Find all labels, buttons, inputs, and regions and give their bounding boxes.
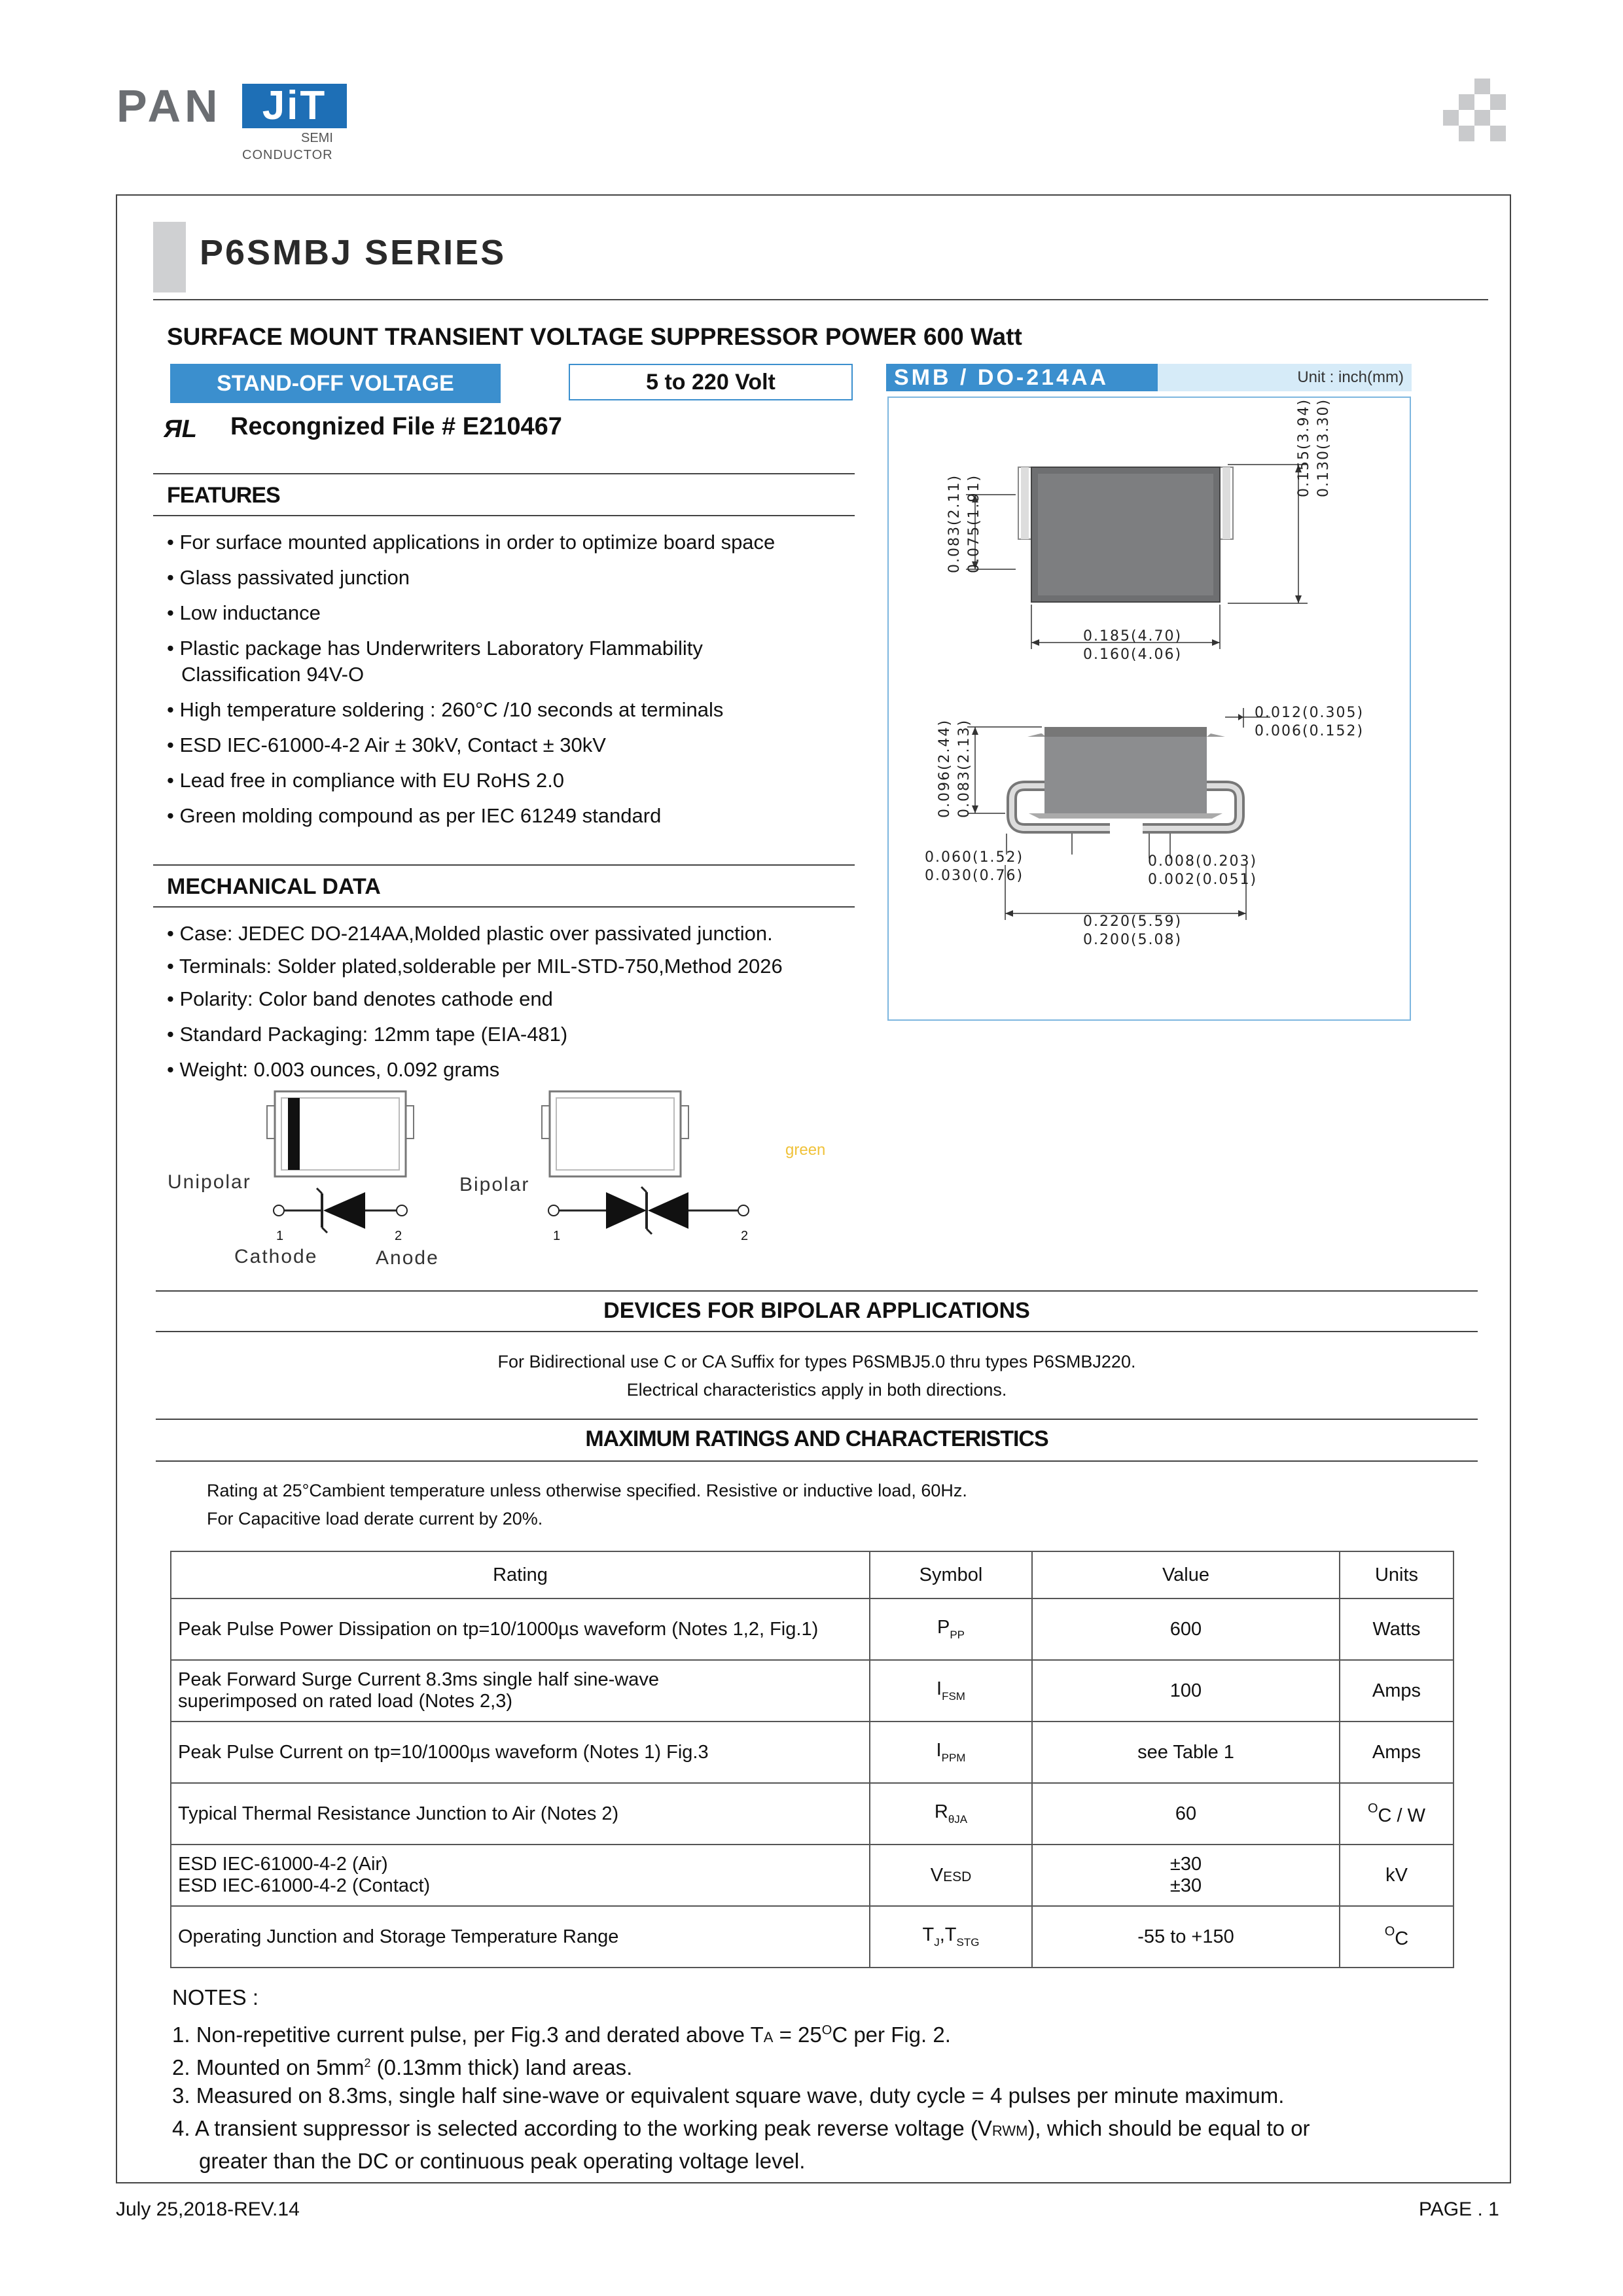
symbol-cell (870, 1598, 1032, 1660)
table-row (171, 1660, 1454, 1722)
units-main: C (1395, 1928, 1409, 1949)
dim-lead-min: 0.075(1.91) (966, 474, 982, 573)
value-cell: -55 to +150 (1032, 1906, 1340, 1968)
features-rule-top (153, 473, 855, 474)
symbol-cell (870, 1906, 1032, 1968)
value-cell: 60 (1032, 1783, 1340, 1845)
symbol-sub: ESD (943, 1869, 972, 1884)
rating-cell: Operating Junction and Storage Temperature Range (171, 1906, 870, 1968)
bipolar-heading: DEVICES FOR BIPOLAR APPLICATIONS (603, 1298, 1030, 1323)
logo-pan-text: PAN (116, 80, 222, 132)
note-4-text-b: ), which should be equal to or (1027, 2116, 1310, 2140)
rating-cell: Typical Thermal Resistance Junction to Air (Notes 2) (171, 1783, 870, 1845)
note-2-text-b: (0.13mm thick) land areas. (370, 2055, 633, 2079)
note-2-text: 2. Mounted on 5mm (172, 2055, 365, 2079)
note-1-text: 1. Non-repetitive current pulse, per Fig.3 and derated above T (172, 2022, 764, 2047)
standoff-label: STAND-OFF VOLTAGE (170, 364, 501, 403)
dim-thickness-min: 0.006(0.152) (1255, 723, 1364, 739)
max-ratings-heading: MAXIMUM RATINGS AND CHARACTERISTICS (585, 1426, 1048, 1451)
ul-logo-icon (164, 414, 198, 449)
units-cell: Amps (1340, 1660, 1454, 1722)
green-watermark: green (785, 1141, 826, 1159)
mech-item: • Standard Packaging: 12mm tape (EIA-481) (167, 1023, 568, 1046)
bipolar-text-2: Electrical characteristics apply in both directions. (626, 1380, 1007, 1400)
symbol-sub: J (934, 1936, 940, 1949)
symbol-main: I (936, 1740, 942, 1761)
table-header-row (171, 1551, 1454, 1598)
value-line-1: ±30 (1169, 1854, 1202, 1875)
rating-cell: Peak Pulse Current on tp=10/1000µs waveform (Notes 1) Fig.3 (171, 1722, 870, 1783)
standoff-value: 5 to 220 Volt (569, 364, 853, 400)
features-heading: FEATURES (167, 483, 280, 508)
cathode-label: Cathode (234, 1246, 318, 1267)
symbol-sub: PPM (941, 1752, 966, 1764)
value-cell: 100 (1032, 1660, 1340, 1722)
symbol-sub-2: STG (956, 1936, 980, 1949)
max-rule-bottom (156, 1460, 1478, 1462)
package-heading: SMB / DO-214AA (886, 364, 1158, 391)
dim-side-min: 0.083(2.13) (956, 718, 972, 818)
value-line-2: ±30 (1169, 1875, 1202, 1896)
note-3: 3. Measured on 8.3ms, single half sine-wave or equivalent square wave, duty cycle = 4 pulses per minute maximum. (172, 2083, 1285, 2108)
mech-item: • Weight: 0.003 ounces, 0.092 grams (167, 1058, 500, 1081)
page-title: P6SMBJ SERIES (200, 233, 507, 272)
symbol-mid: ,T (939, 1924, 957, 1945)
mech-rule-top (153, 864, 855, 866)
units-sup: O (1367, 1801, 1378, 1816)
logo-semi-text: SEMI (301, 131, 333, 145)
unipolar-pin1: 1 (276, 1229, 284, 1243)
units-sup: O (1384, 1924, 1395, 1939)
symbol-sub: PP (950, 1629, 965, 1641)
note-2-sup: 2 (364, 2057, 371, 2070)
table-row (171, 1906, 1454, 1968)
value-cell: see Table 1 (1032, 1722, 1340, 1783)
rating-line-1: ESD IEC-61000-4-2 (Air) (178, 1854, 388, 1875)
ratings-table (170, 1551, 1454, 1968)
table-row (171, 1722, 1454, 1783)
dim-height-min: 0.130(3.30) (1315, 398, 1332, 497)
header-units: Units (1340, 1551, 1454, 1598)
note-1-text-c: C per Fig. 2. (832, 2022, 951, 2047)
recognized-file: Recongnized File # E210467 (230, 413, 562, 440)
symbol-cell (870, 1783, 1032, 1845)
symbol-cell (870, 1660, 1032, 1722)
table-row (171, 1598, 1454, 1660)
mech-item: • Polarity: Color band denotes cathode end (167, 987, 553, 1010)
note-1-sup: O (821, 2023, 832, 2038)
feature-item: • High temperature soldering : 260°C /10 seconds at terminals (167, 698, 724, 721)
symbol-main: R (934, 1801, 948, 1822)
table-row (171, 1845, 1454, 1906)
bipolar-package-drawing (537, 1086, 694, 1178)
rating-note-2: For Capacitive load derate current by 20%. (207, 1509, 543, 1528)
product-subtitle: SURFACE MOUNT TRANSIENT VOLTAGE SUPPRESSOR POWER 600 Watt (167, 323, 1022, 350)
dim-width-min: 0.160(4.06) (1083, 646, 1183, 663)
symbol-cell (870, 1722, 1032, 1783)
note-4 (172, 2112, 1310, 2147)
rating-cell (171, 1845, 870, 1906)
feature-item: • Glass passivated junction (167, 566, 410, 589)
bipolar-label: Bipolar (459, 1174, 530, 1195)
unipolar-label: Unipolar (168, 1171, 251, 1193)
value-cell: 600 (1032, 1598, 1340, 1660)
units-cell: kV (1340, 1845, 1454, 1906)
mech-rule-bottom (153, 906, 855, 908)
symbol-main: T (922, 1924, 935, 1945)
unipolar-package-drawing (262, 1086, 419, 1178)
mech-item: • Case: JEDEC DO-214AA,Molded plastic over passivated junction. (167, 922, 773, 945)
note-1-text-b: = 25 (773, 2022, 822, 2047)
dim-thickness-max: 0.012(0.305) (1255, 705, 1364, 721)
note-2 (172, 2047, 632, 2084)
rating-line-2: superimposed on rated load (Notes 2,3) (178, 1691, 513, 1712)
units-cell: Watts (1340, 1598, 1454, 1660)
logo-conductor-text: CONDUCTOR (242, 148, 333, 162)
symbol-sub: FSM (942, 1690, 965, 1703)
note-4-sub: RWM (991, 2123, 1028, 2139)
mech-item: • Terminals: Solder plated,solderable per MIL-STD-750,Method 2026 (167, 955, 783, 978)
rating-line-1: Peak Forward Surge Current 8.3ms single half sine-wave (178, 1669, 659, 1690)
title-rule (153, 299, 1488, 300)
symbol-sub: θJA (948, 1813, 968, 1826)
symbol-main: V (930, 1864, 944, 1886)
feature-item: • Green molding compound as per IEC 61249 standard (167, 804, 662, 827)
header-value: Value (1032, 1551, 1340, 1598)
units-main: C / W (1378, 1805, 1426, 1826)
bipolar-diode-symbol-icon (543, 1184, 753, 1243)
rating-note-1: Rating at 25°Cambient temperature unless otherwise specified. Resistive or inductive load, 60Hz. (207, 1481, 967, 1500)
footer-date: July 25,2018-REV.14 (116, 2199, 300, 2220)
svg-text:ЯL: ЯL (164, 415, 197, 442)
dim-gap-max: 0.008(0.203) (1148, 853, 1258, 870)
dim-foot-max: 0.060(1.52) (925, 849, 1024, 866)
title-accent-bar (153, 222, 186, 292)
rating-cell (171, 1660, 870, 1722)
feature-item: • Lead free in compliance with EU RoHS 2.0 (167, 769, 565, 792)
symbol-cell (870, 1845, 1032, 1906)
dim-foot-min: 0.030(0.76) (925, 868, 1024, 884)
feature-item: • Low inductance (167, 601, 321, 624)
footer-page: PAGE . 1 (1419, 2199, 1499, 2220)
dim-height-max: 0.155(3.94) (1296, 398, 1312, 497)
dim-overall-min: 0.200(5.08) (1083, 932, 1183, 948)
dim-lead-max: 0.083(2.11) (946, 474, 963, 573)
rating-line-2: ESD IEC-61000-4-2 (Contact) (178, 1875, 431, 1896)
bipolar-pin2: 2 (741, 1229, 749, 1243)
bipolar-rule-top (156, 1290, 1478, 1292)
note-1-sub: A (763, 2029, 774, 2045)
notes-heading: NOTES : (172, 1985, 259, 2009)
units-cell (1340, 1783, 1454, 1845)
checker-pattern-icon (1443, 79, 1515, 150)
anode-label: Anode (376, 1247, 439, 1269)
bipolar-rule-bottom (156, 1331, 1478, 1332)
feature-item: Classification 94V-O (181, 663, 365, 686)
header-symbol: Symbol (870, 1551, 1032, 1598)
note-4-continued: greater than the DC or continuous peak operating voltage level. (199, 2149, 806, 2173)
symbol-main: P (936, 1617, 950, 1638)
symbol-main: I (936, 1678, 942, 1699)
dim-overall-max: 0.220(5.59) (1083, 913, 1183, 930)
max-rule-top (156, 1419, 1478, 1420)
value-cell (1032, 1845, 1340, 1906)
units-cell (1340, 1906, 1454, 1968)
feature-item: • For surface mounted applications in order to optimize board space (167, 531, 776, 554)
package-unit: Unit : inch(mm) (1158, 364, 1412, 391)
features-rule-bottom (153, 515, 855, 516)
dim-gap-min: 0.002(0.051) (1148, 872, 1258, 888)
dim-side-max: 0.096(2.44) (936, 718, 953, 818)
header-rating: Rating (171, 1551, 870, 1598)
unipolar-pin2: 2 (395, 1229, 402, 1243)
bipolar-pin1: 1 (553, 1229, 561, 1243)
units-cell: Amps (1340, 1722, 1454, 1783)
logo-jit-badge: JiT (242, 84, 347, 128)
mech-heading: MECHANICAL DATA (167, 874, 381, 899)
feature-item: • Plastic package has Underwriters Laboratory Flammability (167, 637, 703, 660)
dim-width-max: 0.185(4.70) (1083, 628, 1183, 645)
bipolar-text-1: For Bidirectional use C or CA Suffix for types P6SMBJ5.0 thru types P6SMBJ220. (497, 1352, 1136, 1371)
rating-cell: Peak Pulse Power Dissipation on tp=10/1000µs waveform (Notes 1,2, Fig.1) (171, 1598, 870, 1660)
table-row (171, 1783, 1454, 1845)
note-4-text: 4. A transient suppressor is selected according to the working peak reverse voltage (V (172, 2116, 992, 2140)
feature-item: • ESD IEC-61000-4-2 Air ± 30kV, Contact ± 30kV (167, 733, 606, 756)
